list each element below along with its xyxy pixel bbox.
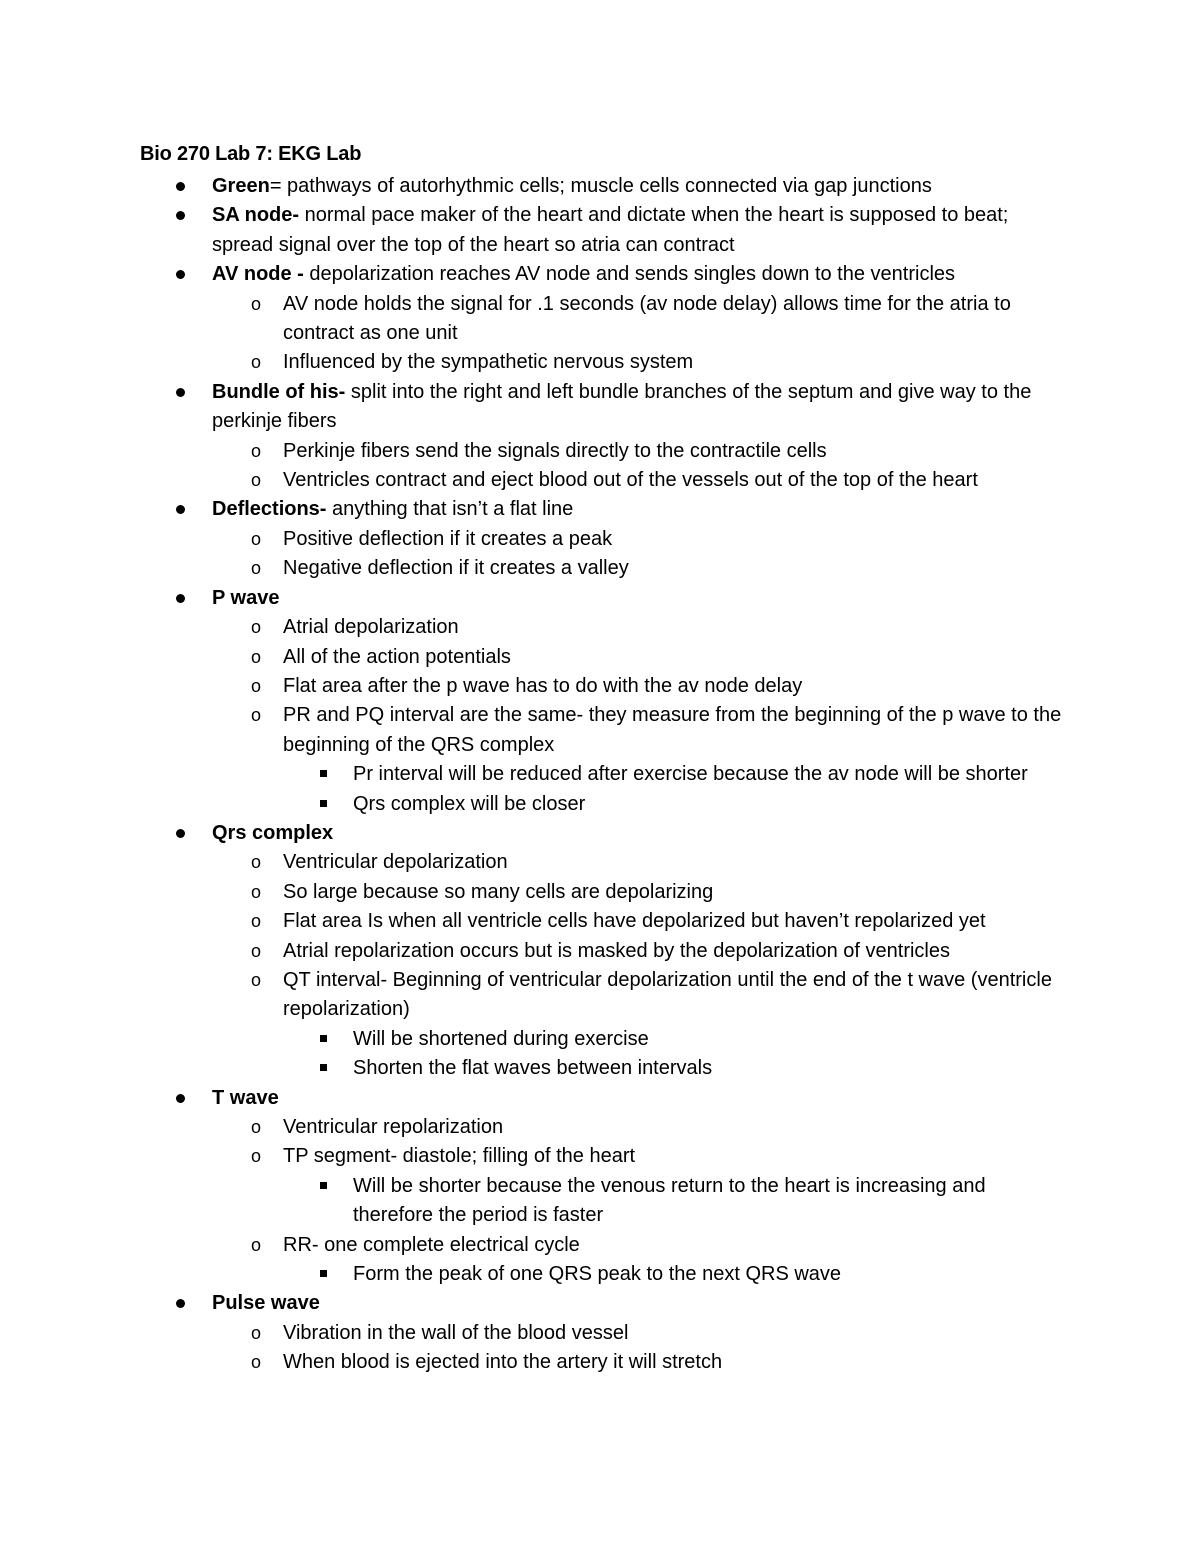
item-text: TP segment- diastole; filling of the heart	[283, 1145, 636, 1168]
hollow-circle-bullet-icon: o	[251, 528, 262, 549]
item-text: = pathways of autorhythmic cells; muscle cells connected via gap junctions	[269, 175, 932, 197]
list-item	[0, 1084, 1200, 1113]
list-item	[0, 907, 1200, 936]
hollow-circle-bullet-icon: o	[251, 969, 262, 990]
hollow-circle-bullet-icon: o	[251, 705, 262, 726]
hollow-circle-bullet-icon: o	[251, 1234, 262, 1255]
item-text: When blood is ejected into the artery it will stretch	[283, 1351, 723, 1374]
hollow-circle-bullet-icon: o	[251, 470, 262, 491]
list-item	[0, 378, 1200, 437]
list-item	[0, 643, 1200, 672]
list-item	[0, 701, 1200, 760]
filled-circle-bullet-icon	[176, 270, 185, 279]
item-text: Flat area Is when all ventricle cells have depolarized but haven’t repolarized yet	[283, 910, 986, 933]
filled-circle-bullet-icon	[176, 388, 185, 397]
list-item	[0, 1231, 1200, 1260]
item-text: Atrial depolarization	[283, 616, 459, 639]
list-item	[0, 760, 1200, 789]
item-text: All of the action potentials	[283, 645, 511, 668]
hollow-circle-bullet-icon: o	[251, 1146, 262, 1167]
filled-square-bullet-icon	[320, 800, 327, 807]
list-item	[0, 1025, 1200, 1054]
item-term: T wave	[212, 1086, 279, 1109]
list-item	[0, 1348, 1200, 1377]
list-item	[0, 201, 1200, 260]
item-term: Pulse wave	[212, 1292, 320, 1315]
item-text: Negative deflection if it creates a valley	[283, 557, 629, 580]
list-item	[0, 819, 1200, 848]
item-term: Qrs complex	[212, 821, 334, 844]
item-term: AV node -	[212, 263, 304, 286]
item-term: P wave	[212, 586, 280, 609]
item-term: SA node-	[212, 204, 300, 227]
list-item	[0, 937, 1200, 966]
item-text: Flat area after the p wave has to do with the av node delay	[283, 674, 803, 697]
item-text: Influenced by the sympathetic nervous system	[283, 351, 694, 374]
item-term: Green	[212, 175, 270, 197]
filled-circle-bullet-icon	[176, 211, 185, 220]
item-text: Vibration in the wall of the blood vessel	[283, 1321, 629, 1344]
filled-square-bullet-icon	[320, 1182, 327, 1189]
filled-circle-bullet-icon	[176, 182, 185, 191]
hollow-circle-bullet-icon: o	[251, 1322, 262, 1343]
filled-circle-bullet-icon	[176, 505, 185, 514]
item-text: depolarization reaches AV node and sends singles down to the ventricles	[303, 263, 956, 286]
hollow-circle-bullet-icon: o	[251, 852, 262, 873]
item-text: Pr interval will be reduced after exercise because the av node will be shorter	[353, 763, 1028, 786]
list-item	[0, 1172, 1200, 1231]
list-item	[0, 1054, 1200, 1083]
list-item	[0, 525, 1200, 554]
item-text: RR- one complete electrical cycle	[283, 1233, 580, 1256]
filled-circle-bullet-icon	[176, 829, 185, 838]
item-text: Ventricular depolarization	[283, 851, 508, 874]
filled-square-bullet-icon	[320, 1035, 327, 1042]
filled-square-bullet-icon	[320, 1064, 327, 1071]
item-text: Will be shorter because the venous return to the heart is increasing and therefore the period is faster	[353, 1174, 986, 1227]
list-item	[0, 466, 1200, 495]
item-text: Positive deflection if it creates a peak	[283, 527, 613, 550]
filled-circle-bullet-icon	[176, 1094, 185, 1103]
hollow-circle-bullet-icon: o	[251, 675, 262, 696]
item-term: Bundle of his-	[212, 380, 346, 403]
hollow-circle-bullet-icon: o	[251, 352, 262, 373]
item-text: PR and PQ interval are the same- they measure from the beginning of the p wave to the beginning of the QRS complex	[283, 704, 1062, 756]
notes-outline	[0, 172, 1200, 1378]
item-text: So large because so many cells are depolarizing	[283, 880, 714, 903]
item-text: anything that isn’t a flat line	[326, 498, 574, 521]
list-item	[0, 1260, 1200, 1289]
list-item	[0, 172, 1200, 201]
hollow-circle-bullet-icon: o	[251, 646, 262, 667]
hollow-circle-bullet-icon: o	[251, 617, 262, 638]
item-text: Shorten the flat waves between intervals	[353, 1057, 713, 1080]
item-text: Qrs complex will be closer	[353, 792, 586, 815]
list-item	[0, 966, 1200, 1025]
list-item	[0, 1289, 1200, 1318]
filled-square-bullet-icon	[320, 770, 327, 777]
document-title: Bio 270 Lab 7: EKG Lab	[140, 143, 362, 165]
item-text: Will be shortened during exercise	[353, 1027, 649, 1050]
hollow-circle-bullet-icon: o	[251, 911, 262, 932]
list-item	[0, 584, 1200, 613]
item-text: QT interval- Beginning of ventricular depolarization until the end of the t wave (ventricle repolarization)	[283, 968, 1052, 1021]
item-text: Perkinje fibers send the signals directly to the contractile cells	[283, 439, 827, 462]
hollow-circle-bullet-icon: o	[251, 1117, 262, 1137]
filled-circle-bullet-icon	[176, 1299, 185, 1308]
list-item	[0, 1142, 1200, 1171]
filled-square-bullet-icon	[320, 1270, 327, 1277]
item-text: split into the right and left bundle branches of the septum and give way to the perkinje fibers	[212, 380, 1032, 433]
list-item	[0, 1319, 1200, 1348]
hollow-circle-bullet-icon: o	[251, 1352, 262, 1373]
list-item	[0, 1113, 1200, 1142]
item-text: Ventricular repolarization	[283, 1116, 504, 1138]
list-item	[0, 554, 1200, 583]
hollow-circle-bullet-icon: o	[251, 293, 262, 314]
list-item	[0, 290, 1200, 349]
list-item	[0, 260, 1200, 289]
list-item	[0, 437, 1200, 466]
item-text: Ventricles contract and eject blood out of the vessels out of the top of the heart	[283, 469, 978, 492]
item-text: normal pace maker of the heart and dictate when the heart is supposed to beat; spread signal over the top of the heart so atria can contract	[212, 204, 1009, 256]
list-item	[0, 790, 1200, 819]
item-text: Form the peak of one QRS peak to the next QRS wave	[353, 1263, 842, 1286]
filled-circle-bullet-icon	[176, 594, 185, 603]
item-text: AV node holds the signal for .1 seconds (av node delay) allows time for the atria to contract as one unit	[283, 292, 1011, 345]
list-item	[0, 848, 1200, 877]
hollow-circle-bullet-icon: o	[251, 558, 262, 579]
item-term: Deflections-	[212, 498, 327, 521]
hollow-circle-bullet-icon: o	[251, 440, 262, 461]
list-item	[0, 348, 1200, 377]
list-item	[0, 672, 1200, 701]
list-item	[0, 878, 1200, 907]
list-item	[0, 495, 1200, 524]
item-text: Atrial repolarization occurs but is masked by the depolarization of ventricles	[283, 939, 950, 962]
list-item	[0, 613, 1200, 642]
hollow-circle-bullet-icon: o	[251, 881, 262, 902]
hollow-circle-bullet-icon: o	[251, 940, 262, 961]
